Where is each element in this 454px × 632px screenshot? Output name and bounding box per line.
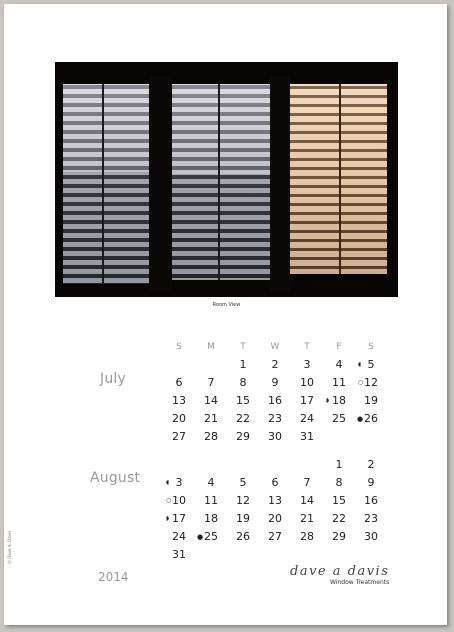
day-number: 25 [332, 412, 346, 425]
day-number: 15 [236, 394, 250, 407]
day-cell [227, 410, 259, 428]
day-number: 13 [172, 394, 186, 407]
day-cell [195, 510, 227, 528]
day-number: 25 [204, 530, 218, 543]
day-number: 27 [268, 530, 282, 543]
day-cell [355, 410, 387, 428]
room-view-photo [55, 62, 398, 297]
day-cell [163, 510, 195, 528]
day-number: 12 [236, 494, 250, 507]
day-cell [323, 410, 355, 428]
empty-day-cell [259, 456, 291, 474]
day-number: 2 [271, 358, 279, 371]
last-quarter-moon-icon: ◗ [326, 397, 330, 404]
day-number: 20 [172, 412, 186, 425]
day-cell [291, 528, 323, 546]
day-cell [323, 510, 355, 528]
last-quarter-moon-icon: ◗ [166, 515, 170, 522]
day-cell [163, 410, 195, 428]
day-number: 16 [364, 494, 378, 507]
day-number: 30 [364, 530, 378, 543]
day-number: 11 [332, 376, 346, 389]
weekday-header: S [176, 342, 182, 352]
day-number: 15 [332, 494, 346, 507]
first-quarter-moon-icon: ◖ [166, 479, 170, 486]
day-cell [355, 356, 387, 374]
empty-day-cell [195, 456, 227, 474]
day-number: 5 [367, 358, 375, 371]
july-calendar-grid [163, 338, 387, 446]
day-number: 17 [300, 394, 314, 407]
day-cell [355, 474, 387, 492]
day-cell [195, 528, 227, 546]
brand-subtitle: Window Treatments [330, 579, 390, 586]
window-shutters-image [55, 62, 398, 297]
brand-signature: dave a davis [290, 564, 390, 579]
day-cell [227, 392, 259, 410]
day-cell [195, 474, 227, 492]
day-number: 12 [364, 376, 378, 389]
day-cell [195, 428, 227, 446]
month-name-august: August [90, 470, 141, 486]
weekday-header: S [368, 342, 374, 352]
day-number: 6 [271, 476, 279, 489]
day-cell [227, 492, 259, 510]
day-cell [323, 392, 355, 410]
day-cell [259, 474, 291, 492]
day-cell [195, 392, 227, 410]
day-number: 7 [303, 476, 311, 489]
day-cell [355, 456, 387, 474]
day-number: 31 [172, 548, 186, 561]
day-number: 26 [364, 412, 378, 425]
day-cell [291, 474, 323, 492]
day-number: 14 [300, 494, 314, 507]
day-cell [227, 528, 259, 546]
day-number: 17 [172, 512, 186, 525]
day-cell [355, 392, 387, 410]
day-cell [323, 356, 355, 374]
day-number: 2 [367, 458, 375, 471]
day-cell [163, 392, 195, 410]
day-cell [227, 428, 259, 446]
day-number: 9 [367, 476, 375, 489]
day-number: 26 [236, 530, 250, 543]
day-number: 1 [239, 358, 247, 371]
day-cell [323, 492, 355, 510]
day-cell [291, 392, 323, 410]
year-label: 2014 [98, 570, 129, 584]
day-cell [259, 410, 291, 428]
copyright-notice: © Dave A. Davis [7, 530, 12, 564]
photo-caption: Room View [212, 302, 241, 308]
day-cell [227, 510, 259, 528]
first-quarter-moon-icon: ◖ [358, 361, 362, 368]
day-number: 7 [207, 376, 215, 389]
day-number: 1 [335, 458, 343, 471]
day-number: 19 [364, 394, 378, 407]
empty-day-cell [291, 456, 323, 474]
day-cell [259, 428, 291, 446]
day-cell [355, 528, 387, 546]
weekday-header: T [240, 342, 246, 352]
day-number: 30 [268, 430, 282, 443]
day-number: 23 [268, 412, 282, 425]
day-number: 14 [204, 394, 218, 407]
empty-day-cell [163, 356, 195, 374]
august-calendar-grid [163, 456, 387, 564]
day-number: 28 [204, 430, 218, 443]
day-cell [259, 356, 291, 374]
day-cell [323, 456, 355, 474]
day-cell [355, 492, 387, 510]
day-cell [259, 510, 291, 528]
day-cell [259, 374, 291, 392]
day-number: 29 [236, 430, 250, 443]
day-cell [227, 374, 259, 392]
full-moon-icon: ○ [358, 379, 364, 386]
day-cell [163, 546, 195, 564]
new-moon-icon: ● [197, 533, 204, 541]
day-number: 4 [207, 476, 215, 489]
month-name-july: July [100, 371, 126, 387]
calendar-page [4, 4, 447, 625]
day-number: 8 [239, 376, 247, 389]
day-cell [355, 374, 387, 392]
day-cell [291, 428, 323, 446]
day-cell [259, 392, 291, 410]
full-moon-icon: ○ [166, 497, 172, 504]
day-cell [163, 428, 195, 446]
day-cell [291, 374, 323, 392]
empty-day-cell [163, 456, 195, 474]
day-cell [323, 474, 355, 492]
day-number: 19 [236, 512, 250, 525]
day-number: 21 [204, 412, 218, 425]
day-number: 27 [172, 430, 186, 443]
day-cell [163, 528, 195, 546]
day-cell [195, 410, 227, 428]
weekday-header: W [270, 342, 280, 352]
day-number: 5 [239, 476, 247, 489]
day-cell [195, 374, 227, 392]
day-cell [259, 492, 291, 510]
day-cell [259, 528, 291, 546]
day-number: 22 [236, 412, 250, 425]
day-number: 11 [204, 494, 218, 507]
day-cell [323, 528, 355, 546]
weekday-header: F [336, 342, 342, 352]
weekday-header: T [304, 342, 310, 352]
day-cell [163, 374, 195, 392]
day-number: 29 [332, 530, 346, 543]
day-number: 9 [271, 376, 279, 389]
day-number: 31 [300, 430, 314, 443]
weekday-header: M [207, 342, 215, 352]
day-number: 21 [300, 512, 314, 525]
day-cell [227, 474, 259, 492]
day-cell [355, 510, 387, 528]
empty-day-cell [195, 356, 227, 374]
day-cell [291, 510, 323, 528]
new-moon-icon: ● [357, 415, 364, 423]
day-number: 10 [172, 494, 186, 507]
day-number: 18 [332, 394, 346, 407]
day-number: 3 [175, 476, 183, 489]
day-number: 6 [175, 376, 183, 389]
day-cell [227, 356, 259, 374]
day-cell [323, 374, 355, 392]
day-number: 23 [364, 512, 378, 525]
day-cell [291, 410, 323, 428]
day-number: 28 [300, 530, 314, 543]
day-number: 24 [172, 530, 186, 543]
day-number: 22 [332, 512, 346, 525]
day-number: 16 [268, 394, 282, 407]
day-number: 20 [268, 512, 282, 525]
day-number: 24 [300, 412, 314, 425]
day-cell [163, 474, 195, 492]
day-number: 18 [204, 512, 218, 525]
day-number: 13 [268, 494, 282, 507]
day-cell [291, 356, 323, 374]
day-number: 3 [303, 358, 311, 371]
day-cell [291, 492, 323, 510]
day-cell [163, 492, 195, 510]
day-number: 8 [335, 476, 343, 489]
day-cell [195, 492, 227, 510]
day-number: 10 [300, 376, 314, 389]
empty-day-cell [227, 456, 259, 474]
day-number: 4 [335, 358, 343, 371]
